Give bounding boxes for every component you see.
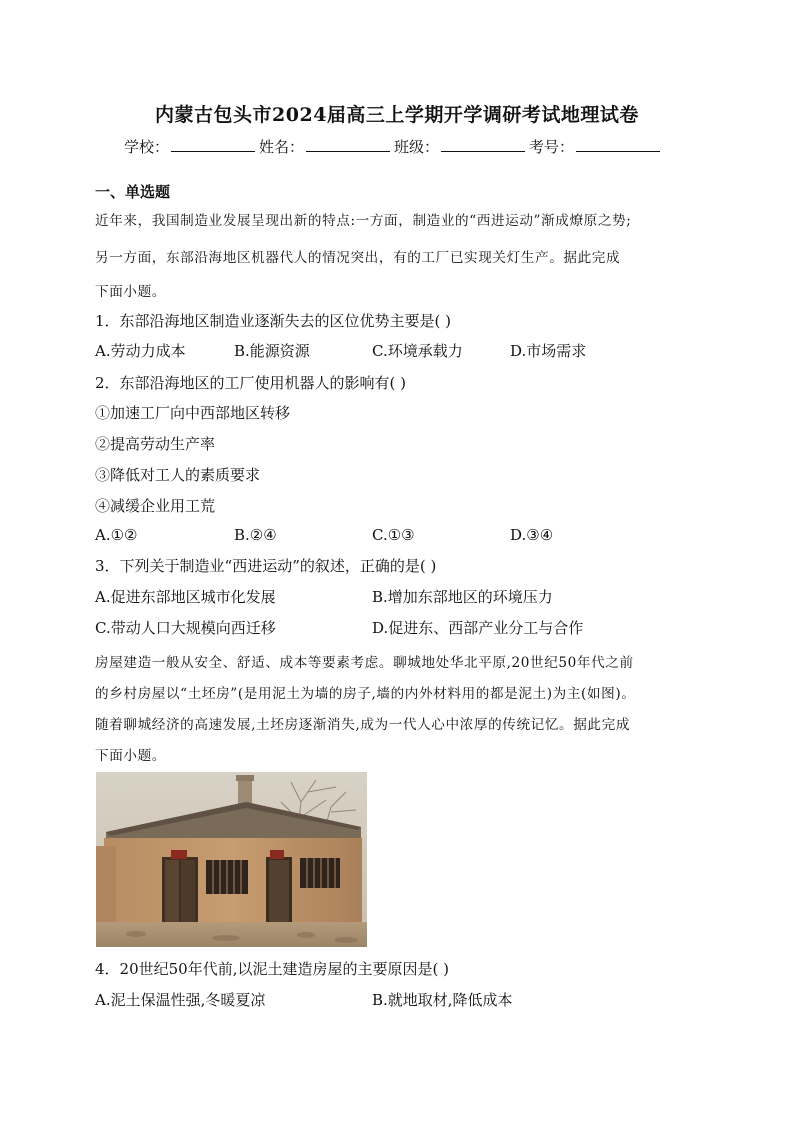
material1-line: 下面小题。 [95, 284, 166, 300]
q3-option-a: A.促进东部地区城市化发展 [95, 588, 276, 606]
q3-option-b: B.增加东部地区的环境压力 [372, 588, 553, 606]
class-blank [441, 137, 525, 152]
q1-option-d: D.市场需求 [510, 342, 587, 360]
material1-line: 近年来，我国制造业发展呈现出新的特点:一方面，制造业的“西进运动”渐成燎原之势; [95, 213, 632, 229]
material2-line: 的乡村房屋以“土坯房”(是用泥土为墙的房子,墙的内外材料用的都是泥土)为主(如图)。 [95, 686, 636, 702]
exam-number-blank [576, 137, 660, 152]
q1-option-a: A.劳动力成本 [95, 342, 186, 360]
q1-option-b: B.能源资源 [234, 342, 310, 360]
adobe-house-photo [96, 772, 367, 947]
question-3-stem: 3．下列关于制造业“西进运动”的叙述，正确的是( ) [95, 557, 437, 575]
q4-option-a: A.泥土保温性强,冬暖夏凉 [95, 991, 266, 1009]
school-blank [171, 137, 255, 152]
q2-item: ②提高劳动生产率 [95, 435, 216, 453]
material2-line: 随着聊城经济的高速发展,土坯房逐渐消失,成为一代人心中浓厚的传统记忆。据此完成 [95, 717, 631, 733]
student-info-row [124, 136, 664, 157]
q2-option-c: C.①③ [372, 526, 415, 544]
q3-option-c: C.带动人口大规模向西迁移 [95, 619, 276, 637]
name-blank [306, 137, 390, 152]
school-label: 学校： [124, 138, 170, 156]
q1-option-c: C.环境承载力 [372, 342, 463, 360]
q3-option-d: D.促进东、西部产业分工与合作 [372, 619, 584, 637]
adobe-house-illustration [96, 772, 367, 947]
name-label: 姓名： [259, 138, 305, 156]
material2-line: 下面小题。 [95, 748, 166, 764]
class-label: 班级： [394, 138, 440, 156]
question-4-stem: 4．20世纪50年代前,以泥土建造房屋的主要原因是( ) [95, 960, 449, 978]
question-2-stem: 2．东部沿海地区的工厂使用机器人的影响有( ) [95, 374, 407, 392]
material1-line: 另一方面，东部沿海地区机器代人的情况突出，有的工厂已实现关灯生产。据此完成 [95, 250, 621, 266]
material2-line: 房屋建造一般从安全、舒适、成本等要素考虑。聊城地处华北平原,20世纪50年代之前 [95, 655, 634, 671]
q2-item: ①加速工厂向中西部地区转移 [95, 404, 291, 422]
question-1-stem: 1．东部沿海地区制造业逐渐失去的区位优势主要是( ) [95, 312, 452, 330]
q2-option-d: D.③④ [510, 526, 554, 544]
q2-item: ④减缓企业用工荒 [95, 497, 216, 515]
q2-item: ③降低对工人的素质要求 [95, 466, 261, 484]
q4-option-b: B.就地取材,降低成本 [372, 991, 513, 1009]
section-heading: 一、单选题 [95, 183, 171, 201]
q2-option-b: B.②④ [234, 526, 277, 544]
exam-number-label: 考号： [529, 138, 575, 156]
q2-option-a: A.①② [95, 526, 138, 544]
exam-title: 内蒙古包头市2024届高三上学期开学调研考试地理试卷 [155, 104, 639, 126]
